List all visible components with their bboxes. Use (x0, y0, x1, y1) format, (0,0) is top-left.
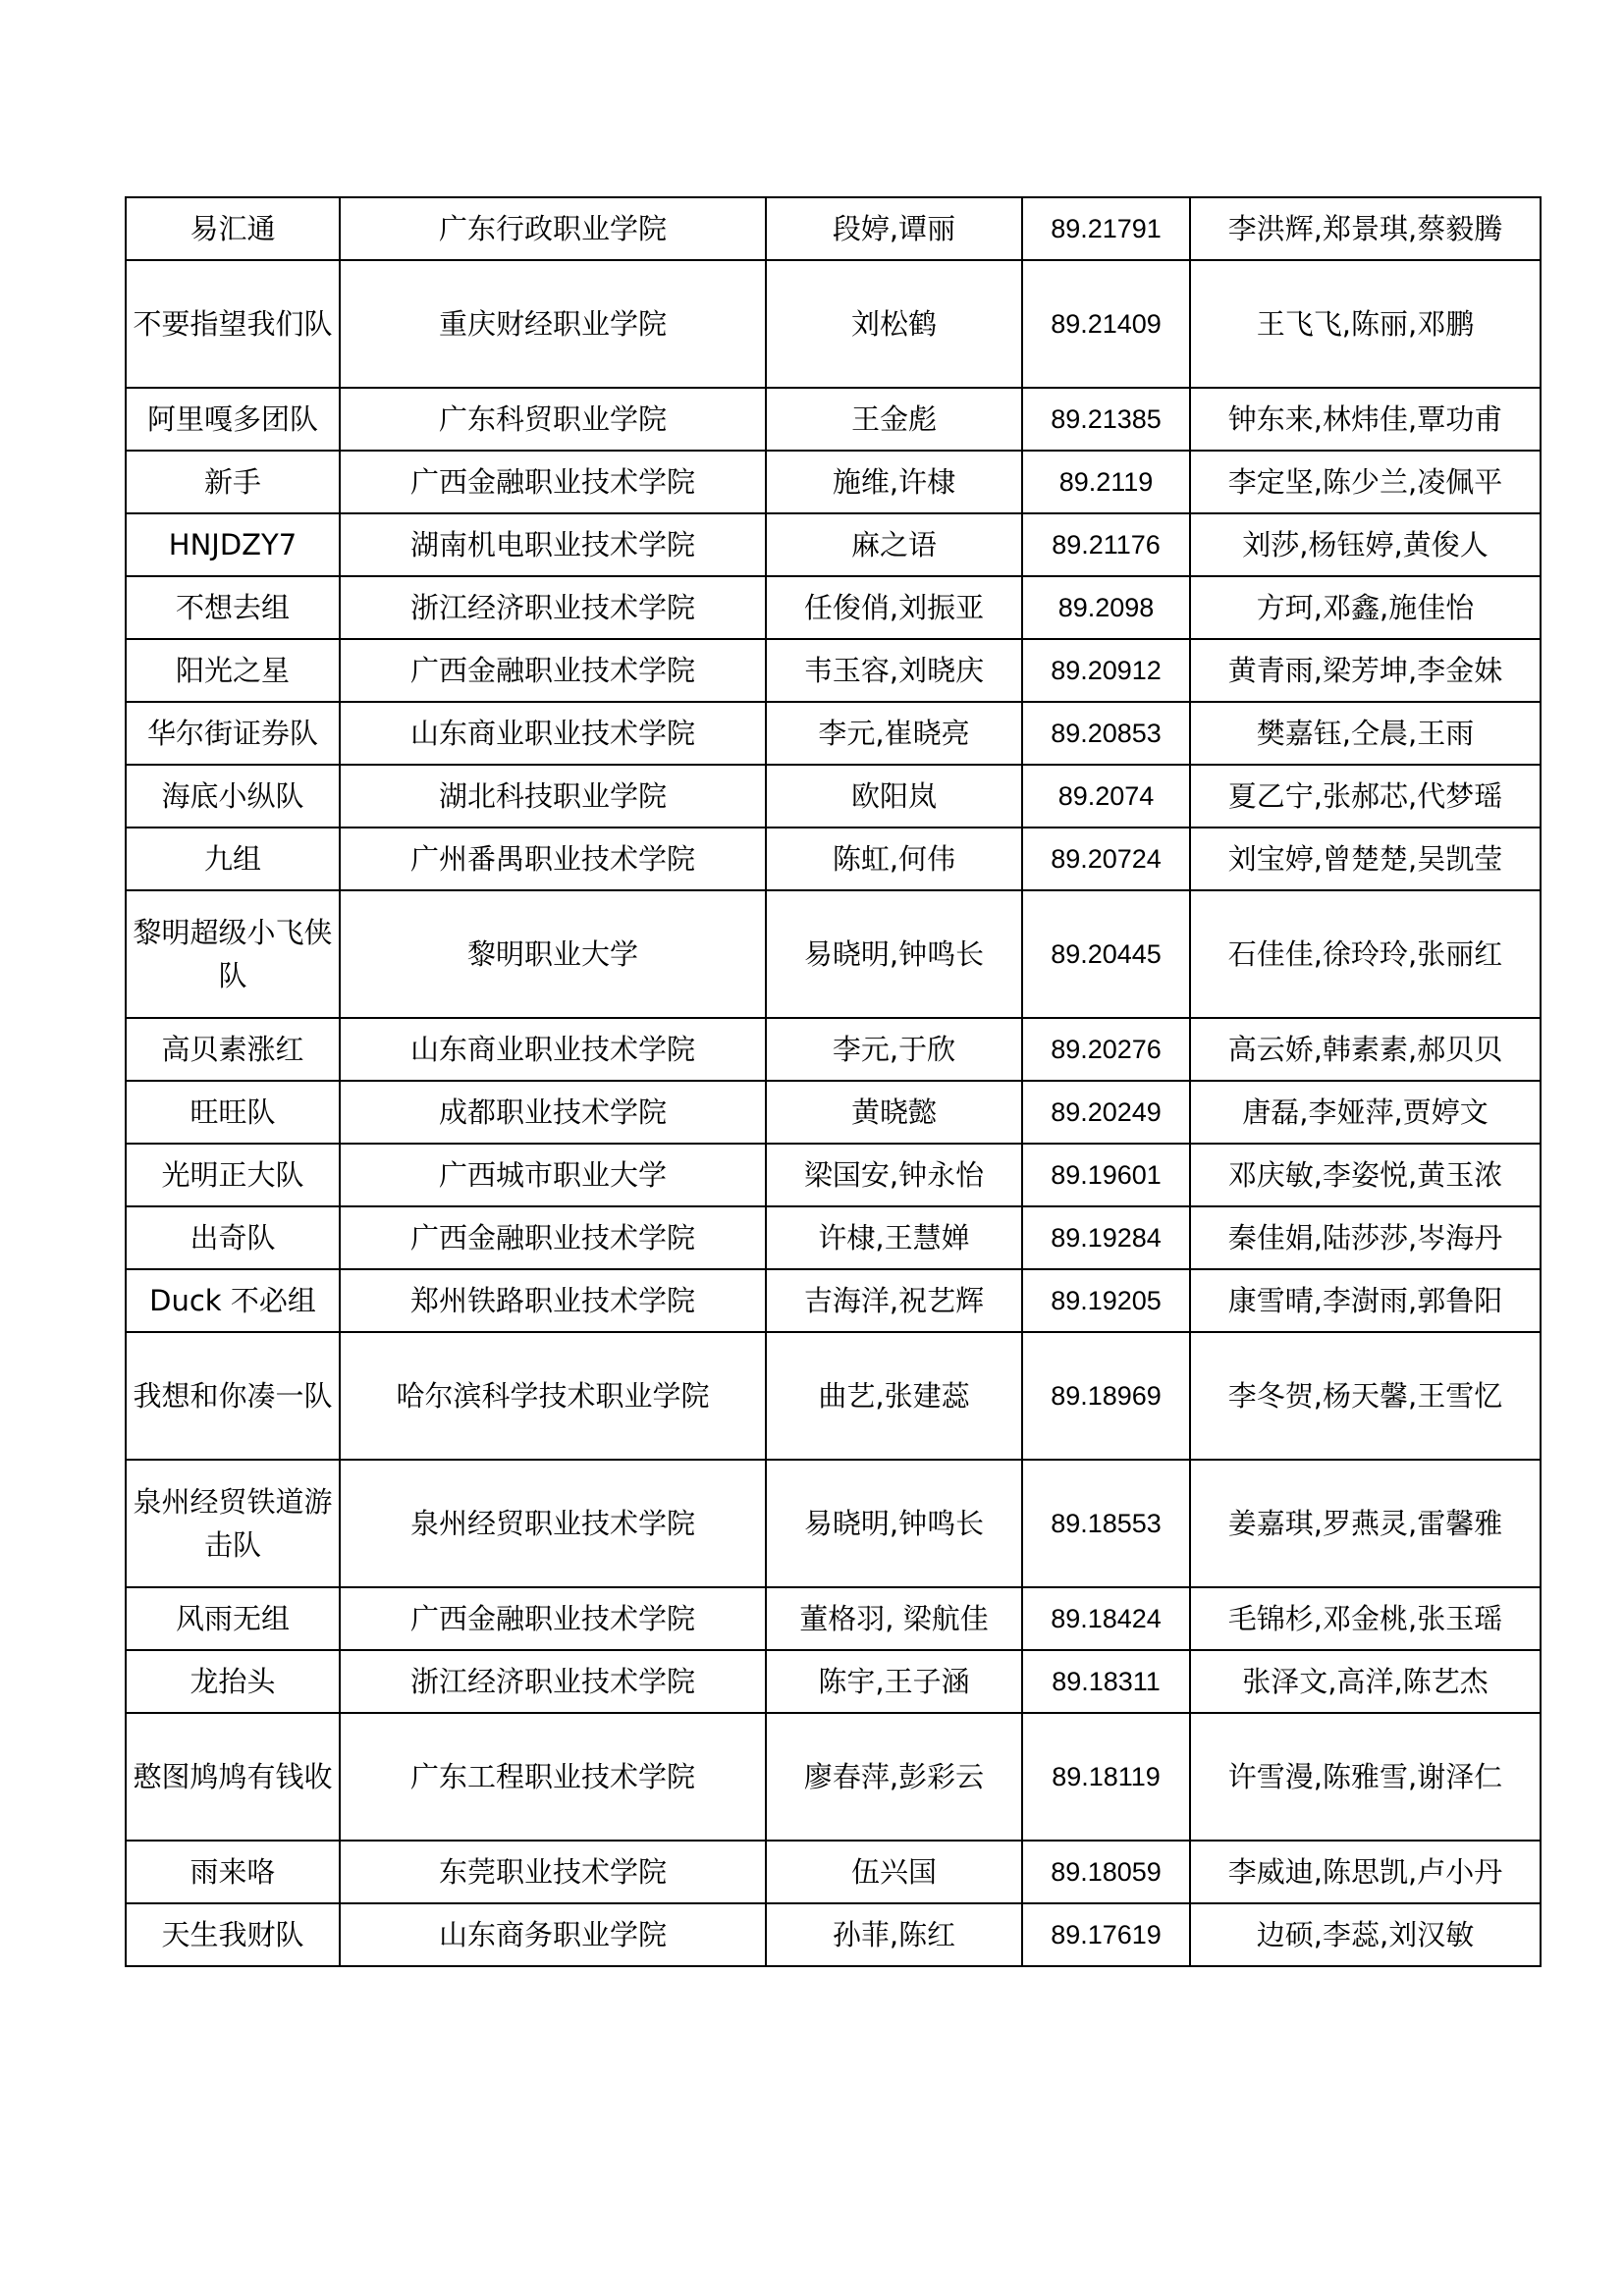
teacher-cell: 陈虹,何伟 (766, 828, 1022, 890)
score-cell: 89.2074 (1022, 765, 1190, 828)
team-name-cell: 阳光之星 (126, 639, 340, 702)
school-cell: 湖南机电职业技术学院 (340, 513, 766, 576)
school-cell: 黎明职业大学 (340, 890, 766, 1018)
teacher-cell: 曲艺,张建蕊 (766, 1332, 1022, 1460)
members-cell: 毛锦杉,邓金桃,张玉瑶 (1190, 1587, 1541, 1650)
table-row (126, 639, 1541, 702)
score-cell: 89.20445 (1022, 890, 1190, 1018)
members-cell: 樊嘉钰,仝晨,王雨 (1190, 702, 1541, 765)
members-cell: 邓庆敏,李姿悦,黄玉浓 (1190, 1144, 1541, 1206)
school-cell: 广西金融职业技术学院 (340, 639, 766, 702)
team-name-cell: 新手 (126, 451, 340, 513)
teacher-cell: 孙菲,陈红 (766, 1903, 1022, 1966)
school-cell: 泉州经贸职业技术学院 (340, 1460, 766, 1587)
table-row (126, 1332, 1541, 1460)
team-name-cell: 风雨无组 (126, 1587, 340, 1650)
score-cell: 89.20724 (1022, 828, 1190, 890)
school-cell: 郑州铁路职业技术学院 (340, 1269, 766, 1332)
table-row (126, 1018, 1541, 1081)
members-cell: 边硕,李蕊,刘汉敏 (1190, 1903, 1541, 1966)
results-table (125, 196, 1542, 1967)
school-cell: 浙江经济职业技术学院 (340, 1650, 766, 1713)
school-cell: 广东工程职业技术学院 (340, 1713, 766, 1841)
teacher-cell: 麻之语 (766, 513, 1022, 576)
school-cell: 山东商务职业学院 (340, 1903, 766, 1966)
score-cell: 89.21176 (1022, 513, 1190, 576)
results-table-body (126, 197, 1541, 1966)
score-cell: 89.19284 (1022, 1206, 1190, 1269)
table-row (126, 1144, 1541, 1206)
school-cell: 东莞职业技术学院 (340, 1841, 766, 1903)
school-cell: 浙江经济职业技术学院 (340, 576, 766, 639)
table-row (126, 576, 1541, 639)
table-row (126, 260, 1541, 388)
teacher-cell: 易晓明,钟鸣长 (766, 890, 1022, 1018)
members-cell: 王飞飞,陈丽,邓鹏 (1190, 260, 1541, 388)
team-name-cell: 不想去组 (126, 576, 340, 639)
school-cell: 广西城市职业大学 (340, 1144, 766, 1206)
members-cell: 秦佳娟,陆莎莎,岑海丹 (1190, 1206, 1541, 1269)
team-name-cell: 出奇队 (126, 1206, 340, 1269)
school-cell: 湖北科技职业学院 (340, 765, 766, 828)
school-cell: 成都职业技术学院 (340, 1081, 766, 1144)
school-cell: 广东科贸职业学院 (340, 388, 766, 451)
members-cell: 唐磊,李娅萍,贾婷文 (1190, 1081, 1541, 1144)
school-cell: 山东商业职业技术学院 (340, 702, 766, 765)
school-cell: 广东行政职业学院 (340, 197, 766, 260)
teacher-cell: 王金彪 (766, 388, 1022, 451)
members-cell: 李洪辉,郑景琪,蔡毅腾 (1190, 197, 1541, 260)
members-cell: 刘宝婷,曾楚楚,吴凯莹 (1190, 828, 1541, 890)
team-name-cell: 阿里嘎多团队 (126, 388, 340, 451)
score-cell: 89.20249 (1022, 1081, 1190, 1144)
score-cell: 89.18119 (1022, 1713, 1190, 1841)
teacher-cell: 陈宇,王子涵 (766, 1650, 1022, 1713)
members-cell: 许雪漫,陈雅雪,谢泽仁 (1190, 1713, 1541, 1841)
score-cell: 89.18424 (1022, 1587, 1190, 1650)
team-name-cell: 高贝素涨红 (126, 1018, 340, 1081)
team-name-cell: HNJDZY7 (126, 513, 340, 576)
table-row (126, 1841, 1541, 1903)
score-cell: 89.21385 (1022, 388, 1190, 451)
teacher-cell: 欧阳岚 (766, 765, 1022, 828)
team-name-cell: 雨来咯 (126, 1841, 340, 1903)
score-cell: 89.2098 (1022, 576, 1190, 639)
teacher-cell: 段婷,谭丽 (766, 197, 1022, 260)
members-cell: 李威迪,陈思凯,卢小丹 (1190, 1841, 1541, 1903)
team-name-cell: 龙抬头 (126, 1650, 340, 1713)
score-cell: 89.19205 (1022, 1269, 1190, 1332)
team-name-cell: 泉州经贸铁道游击队 (126, 1460, 340, 1587)
members-cell: 高云娇,韩素素,郝贝贝 (1190, 1018, 1541, 1081)
members-cell: 康雪晴,李澍雨,郭鲁阳 (1190, 1269, 1541, 1332)
school-cell: 广州番禺职业技术学院 (340, 828, 766, 890)
score-cell: 89.21409 (1022, 260, 1190, 388)
score-cell: 89.18059 (1022, 1841, 1190, 1903)
team-name-cell: 华尔街证券队 (126, 702, 340, 765)
school-cell: 哈尔滨科学技术职业学院 (340, 1332, 766, 1460)
members-cell: 黄青雨,梁芳坤,李金妹 (1190, 639, 1541, 702)
school-cell: 广西金融职业技术学院 (340, 1206, 766, 1269)
score-cell: 89.18969 (1022, 1332, 1190, 1460)
table-row (126, 451, 1541, 513)
score-cell: 89.2119 (1022, 451, 1190, 513)
table-row (126, 1713, 1541, 1841)
teacher-cell: 董格羽, 梁航佳 (766, 1587, 1022, 1650)
score-cell: 89.19601 (1022, 1144, 1190, 1206)
team-name-cell: 黎明超级小飞侠队 (126, 890, 340, 1018)
school-cell: 广西金融职业技术学院 (340, 451, 766, 513)
table-row (126, 890, 1541, 1018)
team-name-cell: 旺旺队 (126, 1081, 340, 1144)
team-name-cell: 我想和你凑一队 (126, 1332, 340, 1460)
table-row (126, 197, 1541, 260)
teacher-cell: 吉海洋,祝艺辉 (766, 1269, 1022, 1332)
teacher-cell: 任俊俏,刘振亚 (766, 576, 1022, 639)
members-cell: 姜嘉琪,罗燕灵,雷馨雅 (1190, 1460, 1541, 1587)
school-cell: 山东商业职业技术学院 (340, 1018, 766, 1081)
score-cell: 89.20853 (1022, 702, 1190, 765)
teacher-cell: 施维,许棣 (766, 451, 1022, 513)
members-cell: 石佳佳,徐玲玲,张丽红 (1190, 890, 1541, 1018)
table-row (126, 1587, 1541, 1650)
teacher-cell: 伍兴国 (766, 1841, 1022, 1903)
table-row (126, 1269, 1541, 1332)
team-name-cell: 光明正大队 (126, 1144, 340, 1206)
members-cell: 张泽文,高洋,陈艺杰 (1190, 1650, 1541, 1713)
teacher-cell: 易晓明,钟鸣长 (766, 1460, 1022, 1587)
table-row (126, 513, 1541, 576)
school-cell: 广西金融职业技术学院 (340, 1587, 766, 1650)
members-cell: 李定坚,陈少兰,凌佩平 (1190, 451, 1541, 513)
table-row (126, 1460, 1541, 1587)
table-row (126, 765, 1541, 828)
team-name-cell: 易汇通 (126, 197, 340, 260)
teacher-cell: 黄晓懿 (766, 1081, 1022, 1144)
team-name-cell: 憨图鸠鸠有钱收 (126, 1713, 340, 1841)
teacher-cell: 许棣,王慧婵 (766, 1206, 1022, 1269)
team-name-cell: 九组 (126, 828, 340, 890)
team-name-cell: 天生我财队 (126, 1903, 340, 1966)
table-row (126, 388, 1541, 451)
table-row (126, 1206, 1541, 1269)
table-row (126, 1650, 1541, 1713)
teacher-cell: 刘松鹤 (766, 260, 1022, 388)
members-cell: 方珂,邓鑫,施佳怡 (1190, 576, 1541, 639)
score-cell: 89.18311 (1022, 1650, 1190, 1713)
members-cell: 李冬贺,杨天馨,王雪忆 (1190, 1332, 1541, 1460)
teacher-cell: 韦玉容,刘晓庆 (766, 639, 1022, 702)
team-name-cell: Duck 不必组 (126, 1269, 340, 1332)
teacher-cell: 梁国安,钟永怡 (766, 1144, 1022, 1206)
score-cell: 89.17619 (1022, 1903, 1190, 1966)
school-cell: 重庆财经职业学院 (340, 260, 766, 388)
score-cell: 89.21791 (1022, 197, 1190, 260)
table-row (126, 702, 1541, 765)
teacher-cell: 廖春萍,彭彩云 (766, 1713, 1022, 1841)
score-cell: 89.20912 (1022, 639, 1190, 702)
teacher-cell: 李元,崔晓亮 (766, 702, 1022, 765)
members-cell: 夏乙宁,张郝芯,代梦瑶 (1190, 765, 1541, 828)
team-name-cell: 海底小纵队 (126, 765, 340, 828)
members-cell: 刘莎,杨钰婷,黄俊人 (1190, 513, 1541, 576)
table-row (126, 1081, 1541, 1144)
table-row (126, 828, 1541, 890)
score-cell: 89.18553 (1022, 1460, 1190, 1587)
score-cell: 89.20276 (1022, 1018, 1190, 1081)
team-name-cell: 不要指望我们队 (126, 260, 340, 388)
members-cell: 钟东来,林炜佳,覃功甫 (1190, 388, 1541, 451)
table-row (126, 1903, 1541, 1966)
teacher-cell: 李元,于欣 (766, 1018, 1022, 1081)
